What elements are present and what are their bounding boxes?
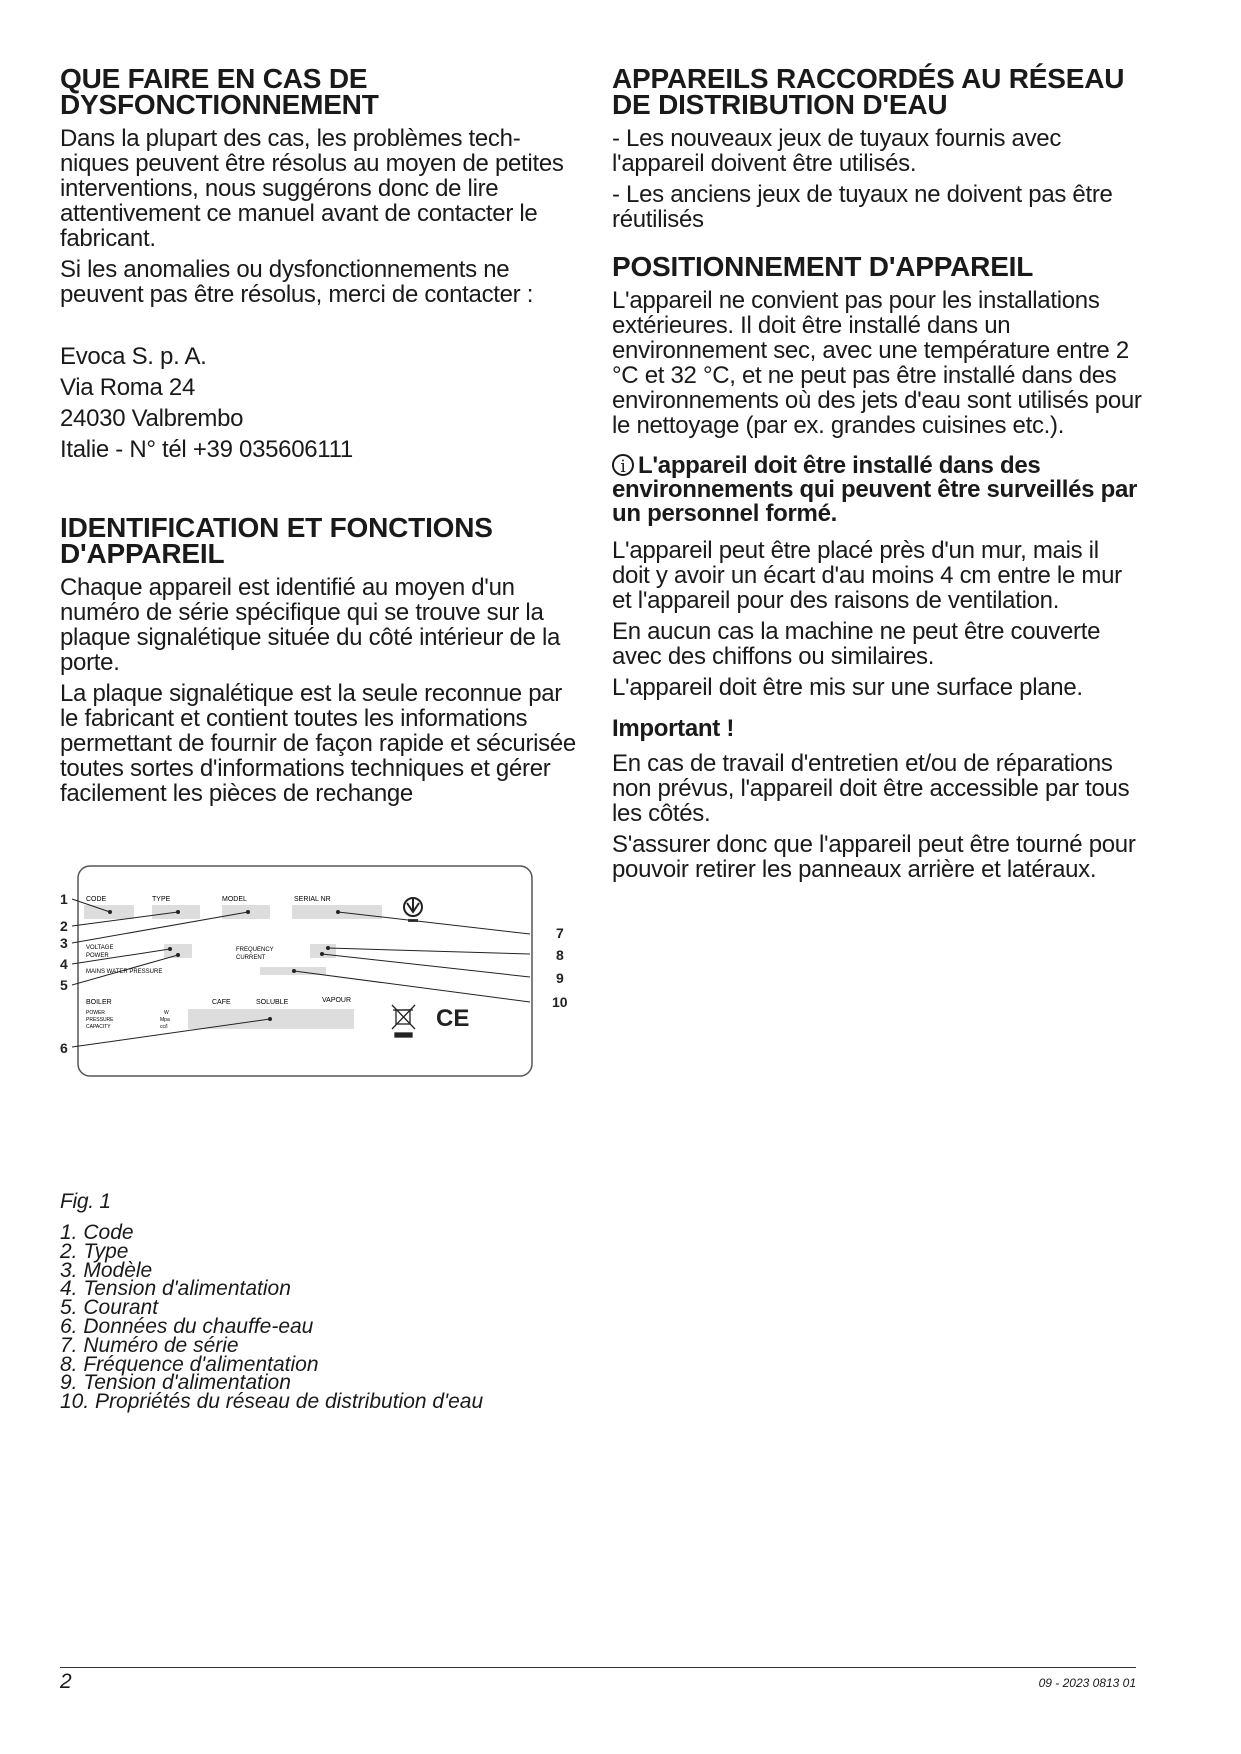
callout-3: 3 [60,935,68,951]
callout-7: 7 [556,925,564,941]
identification-heading: IDENTIFICATION ET FONCTIONS D'APPAREIL [60,512,493,569]
callout-2: 2 [60,918,68,934]
positioning-paragraph-1: L'appareil ne convient pas pour les installations extérieures. Il doit être installé dans un environnement sec, avec une température entre 2 °C et 32 °C, et ne peut pas être installé dans des environnements où des jets d'eau sont utilisés pour le nettoyage (par ex. grandes cuisines etc.). [612,287,1142,439]
figure-title: Fig. 1 [60,1190,111,1213]
plate-type-label: TYPE [152,896,171,903]
legend-item: 8. Fréquence d'alimentation [60,1352,319,1376]
water-network-heading: APPAREILS RACCORDÉS AU RÉSEAU DE DISTRIBUTION D'EAU [612,63,1125,120]
footer-divider [60,1667,1136,1668]
plate-serial-label: SERIAL NR [294,896,331,903]
callout-8: 8 [556,947,564,963]
legend-item: 7. Numéro de série [60,1333,239,1357]
info-icon: i [612,454,634,476]
plate-boiler-power: POWER [86,1010,105,1016]
figure-caption [60,1190,580,1412]
positioning-paragraph-2: L'appareil peut être placé près d'un mur, mais il doit y avoir un écart d'au moins 4 cm entre le mur et l'appareil pour des raisons de ventilation. [612,537,1122,614]
plate-frequency-box [310,944,336,958]
identification-paragraph-2: La plaque signalétique est la seule reconnue par le fabricant et contient toutes les informations permettant de fournir de façon rapide et sécurisée toutes sortes d'informations techniques et gérer facilement les pièces de rechange [60,680,576,807]
legend-item: 6. Données du chauffe-eau [60,1314,314,1338]
identification-paragraph-1: Chaque appareil est identifié au moyen d'un numéro de série spécifique qui se trouve sur la plaque signalétique située du côté intérieur de la porte. [60,574,561,676]
plate-frequency-label: FREQUENCY [236,947,274,953]
plate-unit-mpa: Mpa [160,1017,170,1023]
warning-note [612,454,1142,526]
legend-item: 5. Courant [60,1296,159,1320]
callout-9: 9 [556,970,564,986]
legend-item: 10. Propriétés du réseau de distribution d'eau [60,1390,484,1414]
address-line: Italie - N° tél +39 035606111 [60,436,353,463]
plate-boiler-capacity: CAPACITY [86,1024,111,1030]
plate-soluble-label: SOLUBLE [256,999,289,1006]
positioning-paragraph-4: L'appareil doit être mis sur une surface plane. [612,674,1083,701]
callout-4: 4 [60,956,68,972]
right-column [612,63,1142,888]
plate-boiler-pressure: PRESSURE [86,1017,114,1023]
callout-1: 1 [60,891,68,907]
plate-vapour-label: VAPOUR [322,997,352,1004]
plate-model-label: MODEL [222,896,247,903]
malfunction-paragraph-2: Si les anomalies ou dysfonctionnements ne peuvent pas être résolus, merci de contacter : [60,256,534,308]
legend-item: 1. Code [60,1221,134,1244]
callout-5: 5 [60,977,68,993]
figure-legend-list [60,1221,580,1414]
plate-voltage-label: VOLTAGE [86,945,114,951]
plate-code-label: CODE [86,896,107,903]
water-network-paragraph-1: - Les nouveaux jeux de tuyaux fournis avec l'appareil doivent être utilisés. [612,125,1062,177]
plate-boiler-label: BOILER [86,999,112,1006]
legend-item: 9. Tension d'alimentation [60,1371,291,1395]
positioning-heading: POSITIONNEMENT D'APPAREIL [612,251,1034,282]
rating-plate-figure [60,864,580,1089]
warning-text: L'appareil doit être installé dans des environnements qui peuvent être surveillés par un personnel formé. [612,452,1138,527]
plate-unit-cl: cc/l [160,1024,168,1030]
document-reference: 09 - 2023 0813 01 [1038,1676,1136,1690]
legend-item: 2. Type [60,1239,129,1263]
legend-item: 4. Tension d'alimentation [60,1277,291,1301]
left-column [60,63,580,812]
malfunction-heading: QUE FAIRE EN CAS DE DYSFONCTIONNEMENT [60,63,379,120]
address-line: 24030 Valbrembo [60,405,244,432]
ce-mark-icon: CE [436,1005,470,1032]
callout-6: 6 [60,1040,68,1056]
plate-unit-w: W [164,1010,169,1016]
address-line: Via Roma 24 [60,374,196,401]
important-label: Important ! [612,715,735,742]
positioning-paragraph-5: En cas de travail d'entretien et/ou de réparations non prévus, l'appareil doit être accessible par tous les côtés. [612,750,1130,827]
manufacturer-address [60,341,580,465]
positioning-paragraph-3: En aucun cas la machine ne peut être couverte avec des chiffons ou similaires. [612,618,1101,670]
plate-current-label: CURRENT [236,955,266,961]
plate-power-label: POWER [86,953,109,959]
plate-cafe-label: CAFE [212,999,231,1006]
plate-mains-label: MAINS WATER PRESSURE [86,969,163,975]
malfunction-paragraph-1: Dans la plupart des cas, les problèmes techniques peuvent être résolus au moyen de petites interventions, nous suggérons donc de lire attentivement ce manuel avant de contacter le fabricant. [60,125,564,252]
callout-10: 10 [552,994,568,1010]
page-number: 2 [60,1670,72,1693]
water-network-paragraph-2: - Les anciens jeux de tuyaux ne doivent pas être réutilisés [612,181,1113,233]
legend-item: 3. Modèle [60,1258,153,1282]
address-line: Evoca S. p. A. [60,343,207,370]
positioning-paragraph-6: S'assurer donc que l'appareil peut être tourné pour pouvoir retirer les panneaux arrière et latéraux. [612,831,1136,883]
